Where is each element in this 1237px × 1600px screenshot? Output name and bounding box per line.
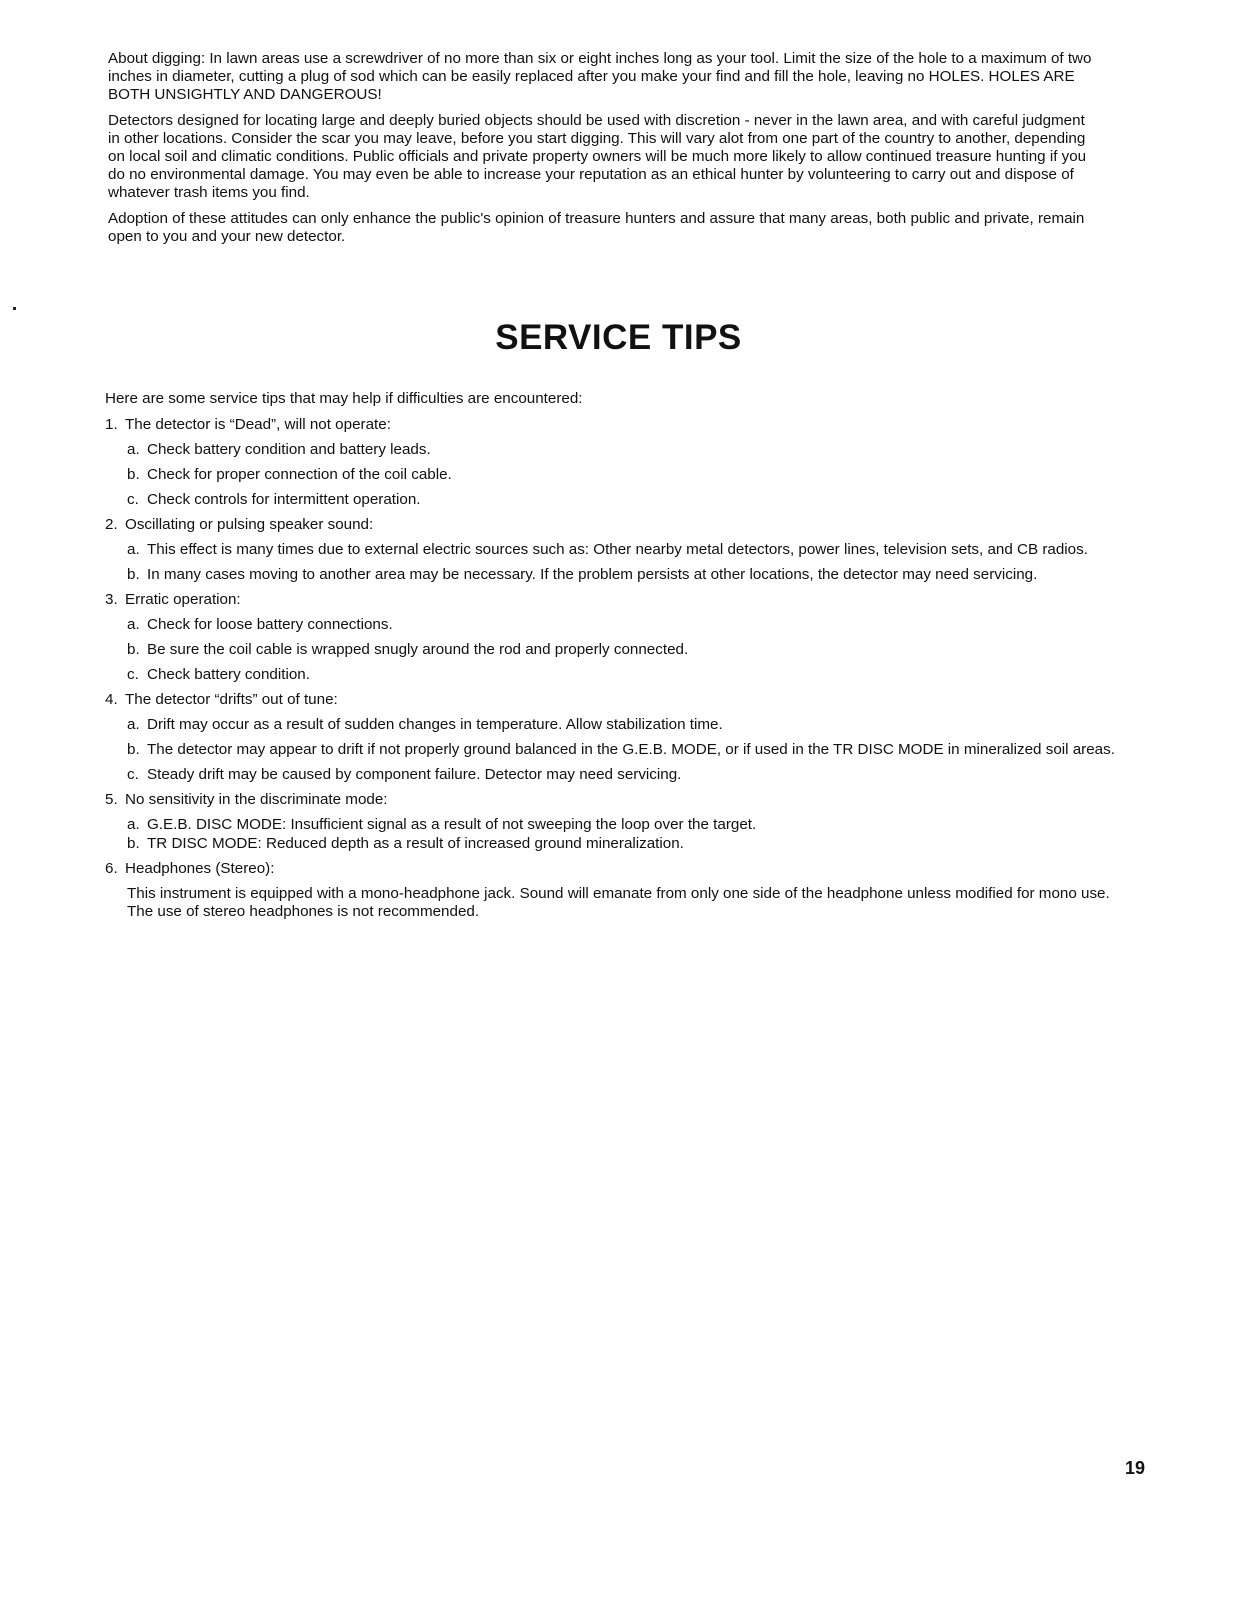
tip-number: 5. — [105, 791, 118, 808]
tip-heading: Erratic operation: — [125, 591, 241, 608]
tip-subitem — [127, 466, 1120, 484]
tip-item-4 — [105, 691, 1120, 784]
tip-item-5 — [105, 791, 1120, 853]
intro-section — [108, 50, 1093, 254]
tip-note: This instrument is equipped with a mono-headphone jack. Sound will emanate from only one side of the headphone unless modified for mono use. The use of stereo headphones is not recommended. — [127, 885, 1110, 920]
tip-item-1 — [105, 416, 1120, 509]
subitem-text: Check for loose battery connections. — [147, 616, 393, 633]
subitem-letter: a. — [127, 616, 140, 633]
tip-subitem — [127, 716, 1120, 734]
tip-item-3 — [105, 591, 1120, 684]
section-title: SERVICE TIPS — [495, 318, 742, 357]
tip-subitem — [127, 816, 1120, 834]
tip-heading: Headphones (Stereo): — [125, 860, 275, 877]
tip-number: 1. — [105, 416, 118, 433]
subitem-letter: c. — [127, 766, 139, 783]
tip-number: 2. — [105, 516, 118, 533]
subitem-text: Be sure the coil cable is wrapped snugly around the rod and properly connected. — [147, 641, 689, 658]
tip-subitem — [127, 835, 1120, 853]
subitem-letter: b. — [127, 835, 140, 852]
intro-paragraph-discretion: Detectors designed for locating large and deeply buried objects should be used with discretion - never in the lawn area, and with careful judgment in other locations. Consider the scar you may leave, before you start digging. This will vary alot from one part of the country to another, depending on local soil and climatic conditions. Public officials and private property owners will be much more likely to allow continued treasure hunting if you do no environmental damage. You may even be able to increase your reputation as an ethical hunter by volunteering to carry out and dispose of whatever trash items you find. — [108, 112, 1087, 201]
tip-heading: The detector is “Dead”, will not operate: — [125, 416, 391, 433]
subitem-text: Check battery condition. — [147, 666, 310, 683]
subitem-letter: b. — [127, 566, 140, 583]
subitem-text: Drift may occur as a result of sudden changes in temperature. Allow stabilization time. — [147, 716, 723, 733]
subitem-text: G.E.B. DISC MODE: Insufficient signal as a result of not sweeping the loop over the target. — [147, 816, 757, 833]
subitem-letter: a. — [127, 816, 140, 833]
tip-item-6 — [105, 860, 1120, 921]
subitem-text: Steady drift may be caused by component failure. Detector may need servicing. — [147, 766, 682, 783]
subitem-text: In many cases moving to another area may be necessary. If the problem persists at other locations, the detector may need servicing. — [147, 566, 1038, 583]
subitem-letter: c. — [127, 666, 139, 683]
subitem-text: Check controls for intermittent operation. — [147, 491, 421, 508]
tip-subitem — [127, 441, 1120, 459]
tip-number: 6. — [105, 860, 118, 877]
tip-number: 3. — [105, 591, 118, 608]
tip-subitem — [127, 666, 1120, 684]
tip-subitem — [127, 616, 1120, 634]
subitem-text: This effect is many times due to external electric sources such as: Other nearby metal detectors, power lines, television sets, and CB radios. — [147, 541, 1088, 558]
tip-number: 4. — [105, 691, 118, 708]
tip-heading: No sensitivity in the discriminate mode: — [125, 791, 388, 808]
subitem-text: Check battery condition and battery leads. — [147, 441, 431, 458]
tip-subitem — [127, 766, 1120, 784]
subitem-letter: b. — [127, 641, 140, 658]
subitem-letter: b. — [127, 466, 140, 483]
tip-subitem — [127, 491, 1120, 509]
tip-subitem — [127, 641, 1120, 659]
tip-subitem — [127, 566, 1120, 584]
tip-heading: Oscillating or pulsing speaker sound: — [125, 516, 374, 533]
page-number: 19 — [1124, 1458, 1145, 1478]
subitem-text: The detector may appear to drift if not properly ground balanced in the G.E.B. MODE, or if used in the TR DISC MODE in mineralized soil areas. — [147, 741, 1115, 758]
tip-item-2 — [105, 516, 1120, 584]
subitem-letter: a. — [127, 541, 140, 558]
subitem-text: TR DISC MODE: Reduced depth as a result of increased ground mineralization. — [147, 835, 684, 852]
tip-heading: The detector “drifts” out of tune: — [125, 691, 338, 708]
tip-subitem — [127, 541, 1120, 559]
subitem-letter: c. — [127, 491, 139, 508]
subitem-letter: a. — [127, 716, 140, 733]
intro-paragraph-attitudes: Adoption of these attitudes can only enhance the public's opinion of treasure hunters and assure that many areas, both public and private, remain open to you and your new detector. — [108, 210, 1085, 245]
scan-speck — [13, 307, 16, 310]
subitem-letter: a. — [127, 441, 140, 458]
subitem-letter: b. — [127, 741, 140, 758]
subitem-text: Check for proper connection of the coil cable. — [147, 466, 452, 483]
tip-subitem — [127, 741, 1120, 759]
service-tips-list — [105, 390, 1120, 928]
intro-paragraph-digging: About digging: In lawn areas use a screwdriver of no more than six or eight inches long as your tool. Limit the size of the hole to a maximum of two inches in diameter, cutting a plug of sod which can be easily replaced after you make your find and fill the hole, leaving no HOLES. HOLES ARE BOTH UNSIGHTLY AND DANGEROUS! — [108, 50, 1092, 103]
tips-lead: Here are some service tips that may help if difficulties are encountered: — [105, 390, 583, 407]
